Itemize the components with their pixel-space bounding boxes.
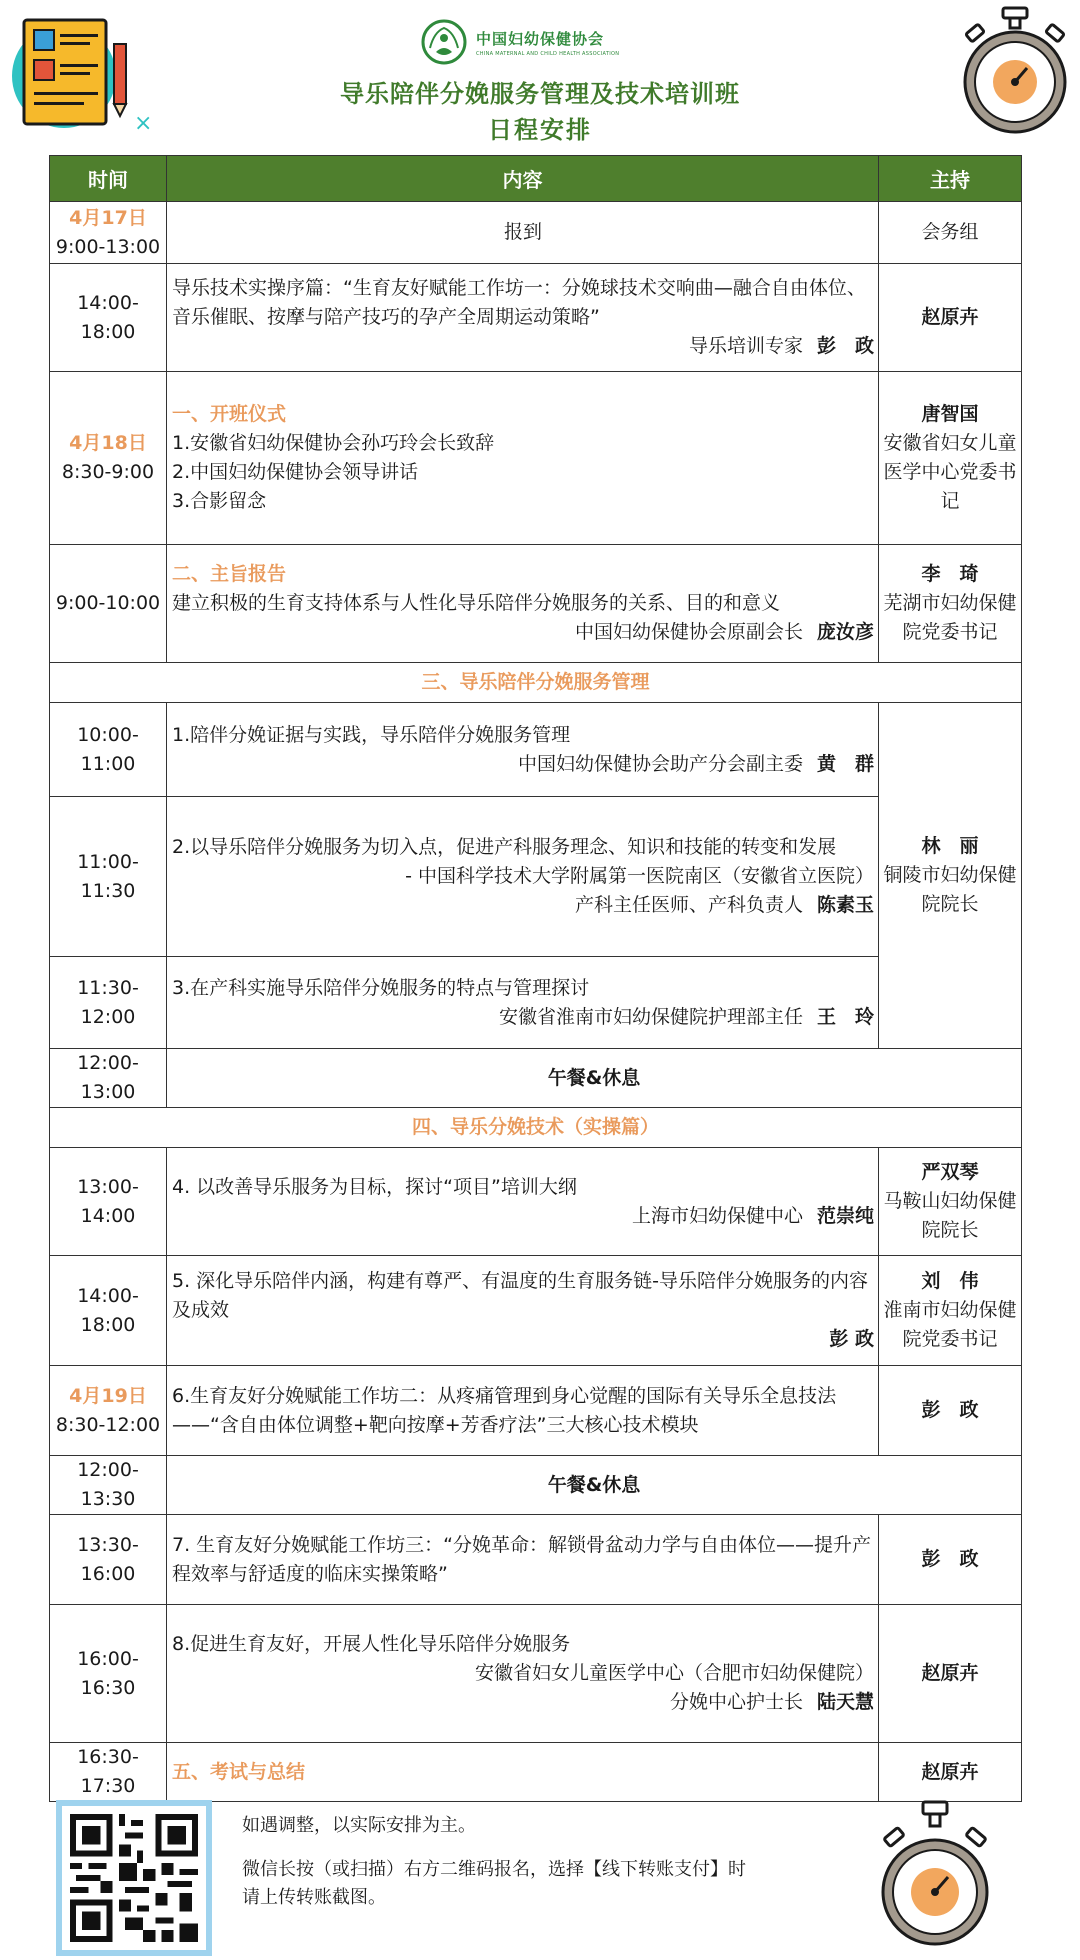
table-row xyxy=(50,797,1022,957)
content-cell: 五、考试与总结 xyxy=(167,1743,879,1802)
session-title: 1.陪伴分娩证据与实践，导乐陪伴分娩服务管理 xyxy=(172,723,571,746)
qr-code-icon xyxy=(70,1814,198,1942)
table-row xyxy=(50,1456,1022,1515)
speaker-title: 导乐培训专家 xyxy=(688,335,803,357)
speaker-line xyxy=(172,1202,874,1231)
host-name: 林 丽 xyxy=(921,835,979,857)
speaker-title: 分娩中心护士长 xyxy=(669,1691,803,1713)
session-title: 3.在产科实施导乐陪伴分娩服务的特点与管理探讨 xyxy=(172,976,590,999)
host-name: 严双琴 xyxy=(921,1161,979,1183)
stopwatch-icon xyxy=(955,6,1075,138)
speaker-name: 彭 政 xyxy=(829,1328,874,1350)
content-cell xyxy=(167,797,879,957)
section-heading: 三、导乐陪伴分娩服务管理 xyxy=(50,663,1022,703)
content-cell: 6.生育友好分娩赋能工作坊二：从疼痛管理到身心觉醒的国际有关导乐全息技法——“含自由体位调整+靶向按摩+芳香疗法”三大核心技术模块 xyxy=(167,1366,879,1456)
registration-qr-code[interactable] xyxy=(56,1800,212,1956)
table-row xyxy=(50,1515,1022,1605)
content-cell xyxy=(167,703,879,797)
content-cell: 7. 生育友好分娩赋能工作坊三：“分娩革命：解锁骨盆动力学与自由体位——提升产程效率与舒适度的临床实操策略” xyxy=(167,1515,879,1605)
speaker-name: 黄 群 xyxy=(816,752,874,775)
speaker-name: 王 玲 xyxy=(816,1005,874,1028)
svg-text:×: × xyxy=(134,111,153,136)
speaker-line xyxy=(172,1003,874,1032)
speaker-name: 范崇纯 xyxy=(816,1204,874,1227)
date-label: 4月17日 xyxy=(69,206,147,229)
session-title: 2.以导乐陪伴分娩服务为切入点，促进产科服务理念、知识和技能的转变和发展 xyxy=(172,836,837,858)
speaker-line xyxy=(172,1325,874,1354)
table-row xyxy=(50,1256,1022,1366)
content-cell xyxy=(167,1148,879,1256)
section-heading: 一、开班仪式 xyxy=(172,403,287,425)
host-cell: 彭 政 xyxy=(879,1515,1022,1605)
break-cell: 午餐&休息 xyxy=(167,1456,1022,1515)
time-cell: 14:00-18:00 xyxy=(50,1256,167,1366)
host-name: 刘 伟 xyxy=(921,1270,979,1292)
table-row xyxy=(50,1605,1022,1743)
host-cell xyxy=(879,1256,1022,1366)
speaker-line xyxy=(172,891,874,920)
speaker-title: 上海市妇幼保健中心 xyxy=(631,1204,803,1227)
table-row xyxy=(50,703,1022,797)
table-header-row xyxy=(50,156,1022,202)
time-cell xyxy=(50,1366,167,1456)
host-name: 唐智国 xyxy=(921,403,979,425)
break-cell: 午餐&休息 xyxy=(167,1049,1022,1108)
header xyxy=(0,0,1080,155)
column-header-time: 时间 xyxy=(50,156,167,202)
time-cell: 14:00-18:00 xyxy=(50,264,167,372)
time-cell: 16:00-16:30 xyxy=(50,1605,167,1743)
host-cell: 赵原卉 xyxy=(879,264,1022,372)
table-row xyxy=(50,202,1022,264)
host-name: 李 琦 xyxy=(921,563,979,585)
speaker-affiliation: - 中国科学技术大学附属第一医院南区（安徽省立医院） xyxy=(405,865,874,887)
time-cell: 16:30-17:30 xyxy=(50,1743,167,1802)
table-row xyxy=(50,1049,1022,1108)
speaker-title: 安徽省淮南市妇幼保健院护理部主任 xyxy=(498,1005,803,1028)
section-row xyxy=(50,663,1022,703)
host-title: 淮南市妇幼保健院党委书记 xyxy=(883,1299,1017,1350)
association-emblem-icon xyxy=(420,18,468,66)
speaker-title: 产科主任医师、产科负责人 xyxy=(574,894,803,916)
host-title: 铜陵市妇幼保健院院长 xyxy=(883,864,1017,915)
content-cell xyxy=(167,1256,879,1366)
time-range: 8:30-9:00 xyxy=(61,461,155,483)
time-cell xyxy=(50,372,167,545)
section-heading: 四、导乐分娩技术（实操篇） xyxy=(50,1108,1022,1148)
footer-note xyxy=(242,1812,746,1912)
speaker-name: 庞汝彦 xyxy=(816,621,874,643)
page-title: 导乐陪伴分娩服务管理及技术培训班 xyxy=(340,80,740,108)
session-title: 8.促进生育友好，开展人性化导乐陪伴分娩服务 xyxy=(172,1633,571,1655)
footer-note-upload: 请上传转账截图。 xyxy=(242,1887,386,1908)
table-row xyxy=(50,1366,1022,1456)
speaker-name: 彭 政 xyxy=(816,335,874,357)
speaker-line xyxy=(172,332,874,361)
time-cell: 13:30-16:00 xyxy=(50,1515,167,1605)
org-name-en: CHINA MATERNAL AND CHILD HEALTH ASSOCIATION xyxy=(476,50,620,57)
host-cell xyxy=(879,372,1022,545)
session-title: 导乐技术实操序篇：“生育友好赋能工作坊一：分娩球技术交响曲—融合自由体位、音乐催眠、按摩与陪产技巧的孕产全周期运动策略” xyxy=(172,277,866,328)
time-range: 9:00-13:00 xyxy=(55,235,161,258)
table-row xyxy=(50,264,1022,372)
host-title: 马鞍山妇幼保健院院长 xyxy=(883,1190,1017,1241)
schedule-table xyxy=(49,155,1022,1802)
column-header-content: 内容 xyxy=(167,156,879,202)
speaker-name: 陈素玉 xyxy=(816,894,874,916)
speaker-title: 中国妇幼保健协会助产分会副主委 xyxy=(517,752,803,775)
speaker-line xyxy=(172,618,874,647)
host-cell: 彭 政 xyxy=(879,1366,1022,1456)
time-range: 8:30-12:00 xyxy=(55,1413,161,1436)
speaker-line xyxy=(172,750,874,779)
table-row xyxy=(50,957,1022,1049)
table-row xyxy=(50,1148,1022,1256)
session-title: 建立积极的生育支持体系与人性化导乐陪伴分娩服务的关系、目的和意义 xyxy=(172,592,781,614)
speaker-title: 中国妇幼保健协会原副会长 xyxy=(574,621,803,643)
org-name: 中国妇幼保健协会 xyxy=(476,29,605,48)
time-cell: 12:00-13:00 xyxy=(50,1049,167,1108)
host-cell xyxy=(879,545,1022,663)
content-cell xyxy=(167,957,879,1049)
content-cell: 报到 xyxy=(167,202,879,264)
host-title: 安徽省妇女儿童医学中心党委书记 xyxy=(883,432,1017,512)
time-cell: 11:30-12:00 xyxy=(50,957,167,1049)
table-row xyxy=(50,1743,1022,1802)
session-title: 4. 以改善导乐服务为目标，探讨“项目”培训大纲 xyxy=(172,1175,577,1198)
page-subtitle: 日程安排 xyxy=(488,116,592,144)
footer-note-adjustment: 如遇调整，以实际安排为主。 xyxy=(242,1815,476,1836)
time-cell: 10:00-11:00 xyxy=(50,703,167,797)
content-cell xyxy=(167,372,879,545)
table-row xyxy=(50,372,1022,545)
time-cell: 13:00-14:00 xyxy=(50,1148,167,1256)
org-logo xyxy=(420,16,660,68)
speaker-affiliation: 安徽省妇女儿童医学中心（合肥市妇幼保健院） xyxy=(474,1662,874,1684)
host-cell: 赵原卉 xyxy=(879,1605,1022,1743)
section-row xyxy=(50,1108,1022,1148)
time-cell xyxy=(50,202,167,264)
date-label: 4月18日 xyxy=(69,432,147,454)
host-cell: 赵原卉 xyxy=(879,1743,1022,1802)
speaker-name: 陆天慧 xyxy=(816,1691,874,1713)
date-label: 4月19日 xyxy=(69,1384,147,1407)
speaker-line xyxy=(172,1688,874,1717)
time-cell: 9:00-10:00 xyxy=(50,545,167,663)
content-cell xyxy=(167,264,879,372)
column-header-host: 主持 xyxy=(879,156,1022,202)
list-item: 1.安徽省妇幼保健协会孙巧玲会长致辞 xyxy=(172,432,495,454)
content-cell xyxy=(167,1605,879,1743)
table-row xyxy=(50,545,1022,663)
host-cell xyxy=(879,703,1022,1049)
time-cell: 12:00-13:30 xyxy=(50,1456,167,1515)
stopwatch-icon xyxy=(875,1800,995,1960)
session-title: 5. 深化导乐陪伴内涵，构建有尊严、有温度的生育服务链-导乐陪伴分娩服务的内容及成效 xyxy=(172,1270,869,1321)
host-cell: 会务组 xyxy=(879,202,1022,264)
section-heading: 二、主旨报告 xyxy=(172,563,287,585)
host-title: 芜湖市妇幼保健院党委书记 xyxy=(883,592,1017,643)
list-item: 2.中国妇幼保健协会领导讲话 xyxy=(172,461,419,483)
time-cell: 11:00-11:30 xyxy=(50,797,167,957)
footer-note-registration: 微信长按（或扫描）右方二维码报名，选择【线下转账支付】时 xyxy=(242,1859,746,1880)
content-cell xyxy=(167,545,879,663)
host-cell xyxy=(879,1148,1022,1256)
list-item: 3.合影留念 xyxy=(172,490,267,512)
